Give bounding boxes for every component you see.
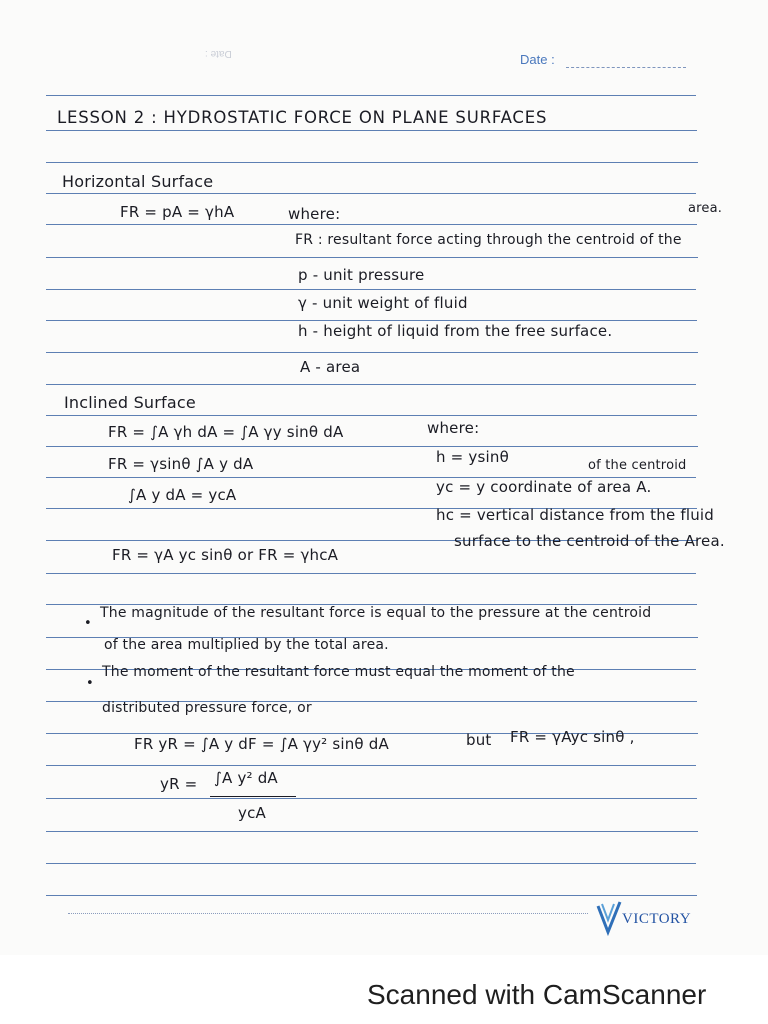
yr-denominator: ycA — [238, 804, 266, 822]
ruled-line — [46, 415, 697, 416]
ruled-line — [46, 798, 697, 799]
bottom-dotted-line — [68, 913, 588, 914]
def-fr: FR : resultant force acting through the centroid of the — [295, 232, 682, 248]
def-h-inclined: h = ysinθ — [436, 448, 509, 466]
camscanner-footer: Scanned with CamScanner — [367, 979, 707, 1010]
note2-line2: distributed pressure force, or — [102, 700, 312, 716]
ruled-line — [46, 573, 696, 574]
def-h: h - height of liquid from the free surface. — [298, 322, 613, 340]
but-label: but — [466, 731, 492, 749]
ruled-line — [46, 162, 698, 163]
moment-eq: FR yR = ∫A y dF = ∫A γy² sinθ dA — [134, 735, 389, 753]
inclined-eq2: FR = γsinθ ∫A y dA — [108, 455, 254, 473]
ruled-line — [46, 863, 696, 864]
def-p: p - unit pressure — [298, 266, 425, 284]
date-line — [566, 67, 686, 68]
victory-logo-text: VICTORY — [622, 911, 692, 927]
def-hc: hc = vertical distance from the fluid — [436, 506, 714, 524]
inclined-eq3: ∫A y dA = ycA — [128, 486, 237, 504]
bullet-2: • — [86, 676, 94, 691]
bullet-1: • — [84, 616, 92, 631]
inclined-eq1: FR = ∫A γh dA = ∫A γy sinθ dA — [108, 423, 344, 441]
bleed-through-text: Date : — [205, 48, 232, 59]
ruled-line — [46, 95, 696, 96]
where-label-2: where: — [427, 419, 480, 437]
ruled-line — [46, 446, 698, 447]
ruled-line — [46, 895, 697, 896]
lesson-title: LESSON 2 : HYDROSTATIC FORCE ON PLANE SURFACES — [57, 108, 548, 127]
def-gamma: γ - unit weight of fluid — [298, 294, 468, 312]
note1-line2: of the area multiplied by the total area. — [104, 637, 389, 653]
horizontal-formula: FR = pA = γhA — [120, 203, 235, 221]
yr-label: yR = — [160, 775, 198, 793]
moment-eq-but: FR = γAyc sinθ , — [510, 728, 635, 746]
inclined-eq4: FR = γA yc sinθ or FR = γhcA — [112, 546, 339, 564]
ruled-line — [46, 193, 696, 194]
ruled-line — [46, 384, 696, 385]
def-centroid-note: of the centroid — [588, 458, 687, 473]
horizontal-heading: Horizontal Surface — [62, 172, 214, 191]
ruled-line — [46, 224, 697, 225]
ruled-line — [46, 765, 696, 766]
ruled-line — [46, 352, 698, 353]
def-a: A - area — [300, 358, 361, 376]
note2-line1: The moment of the resultant force must equal the moment of the — [102, 664, 575, 680]
note1-line1: The magnitude of the resultant force is equal to the pressure at the centroid — [100, 605, 652, 621]
ruled-line — [46, 289, 696, 290]
ruled-line — [46, 831, 698, 832]
overflow-word-area: area. — [688, 201, 723, 216]
ruled-line — [46, 257, 698, 258]
yr-numerator: ∫A y² dA — [214, 769, 278, 787]
fraction-bar — [210, 796, 296, 797]
where-label-1: where: — [288, 205, 341, 223]
date-label: Date : — [520, 52, 555, 67]
ruled-line — [46, 130, 697, 131]
def-hc-cont: surface to the centroid of the Area. — [454, 532, 725, 550]
def-yc: yc = y coordinate of area A. — [436, 478, 652, 496]
inclined-heading: Inclined Surface — [64, 393, 196, 412]
